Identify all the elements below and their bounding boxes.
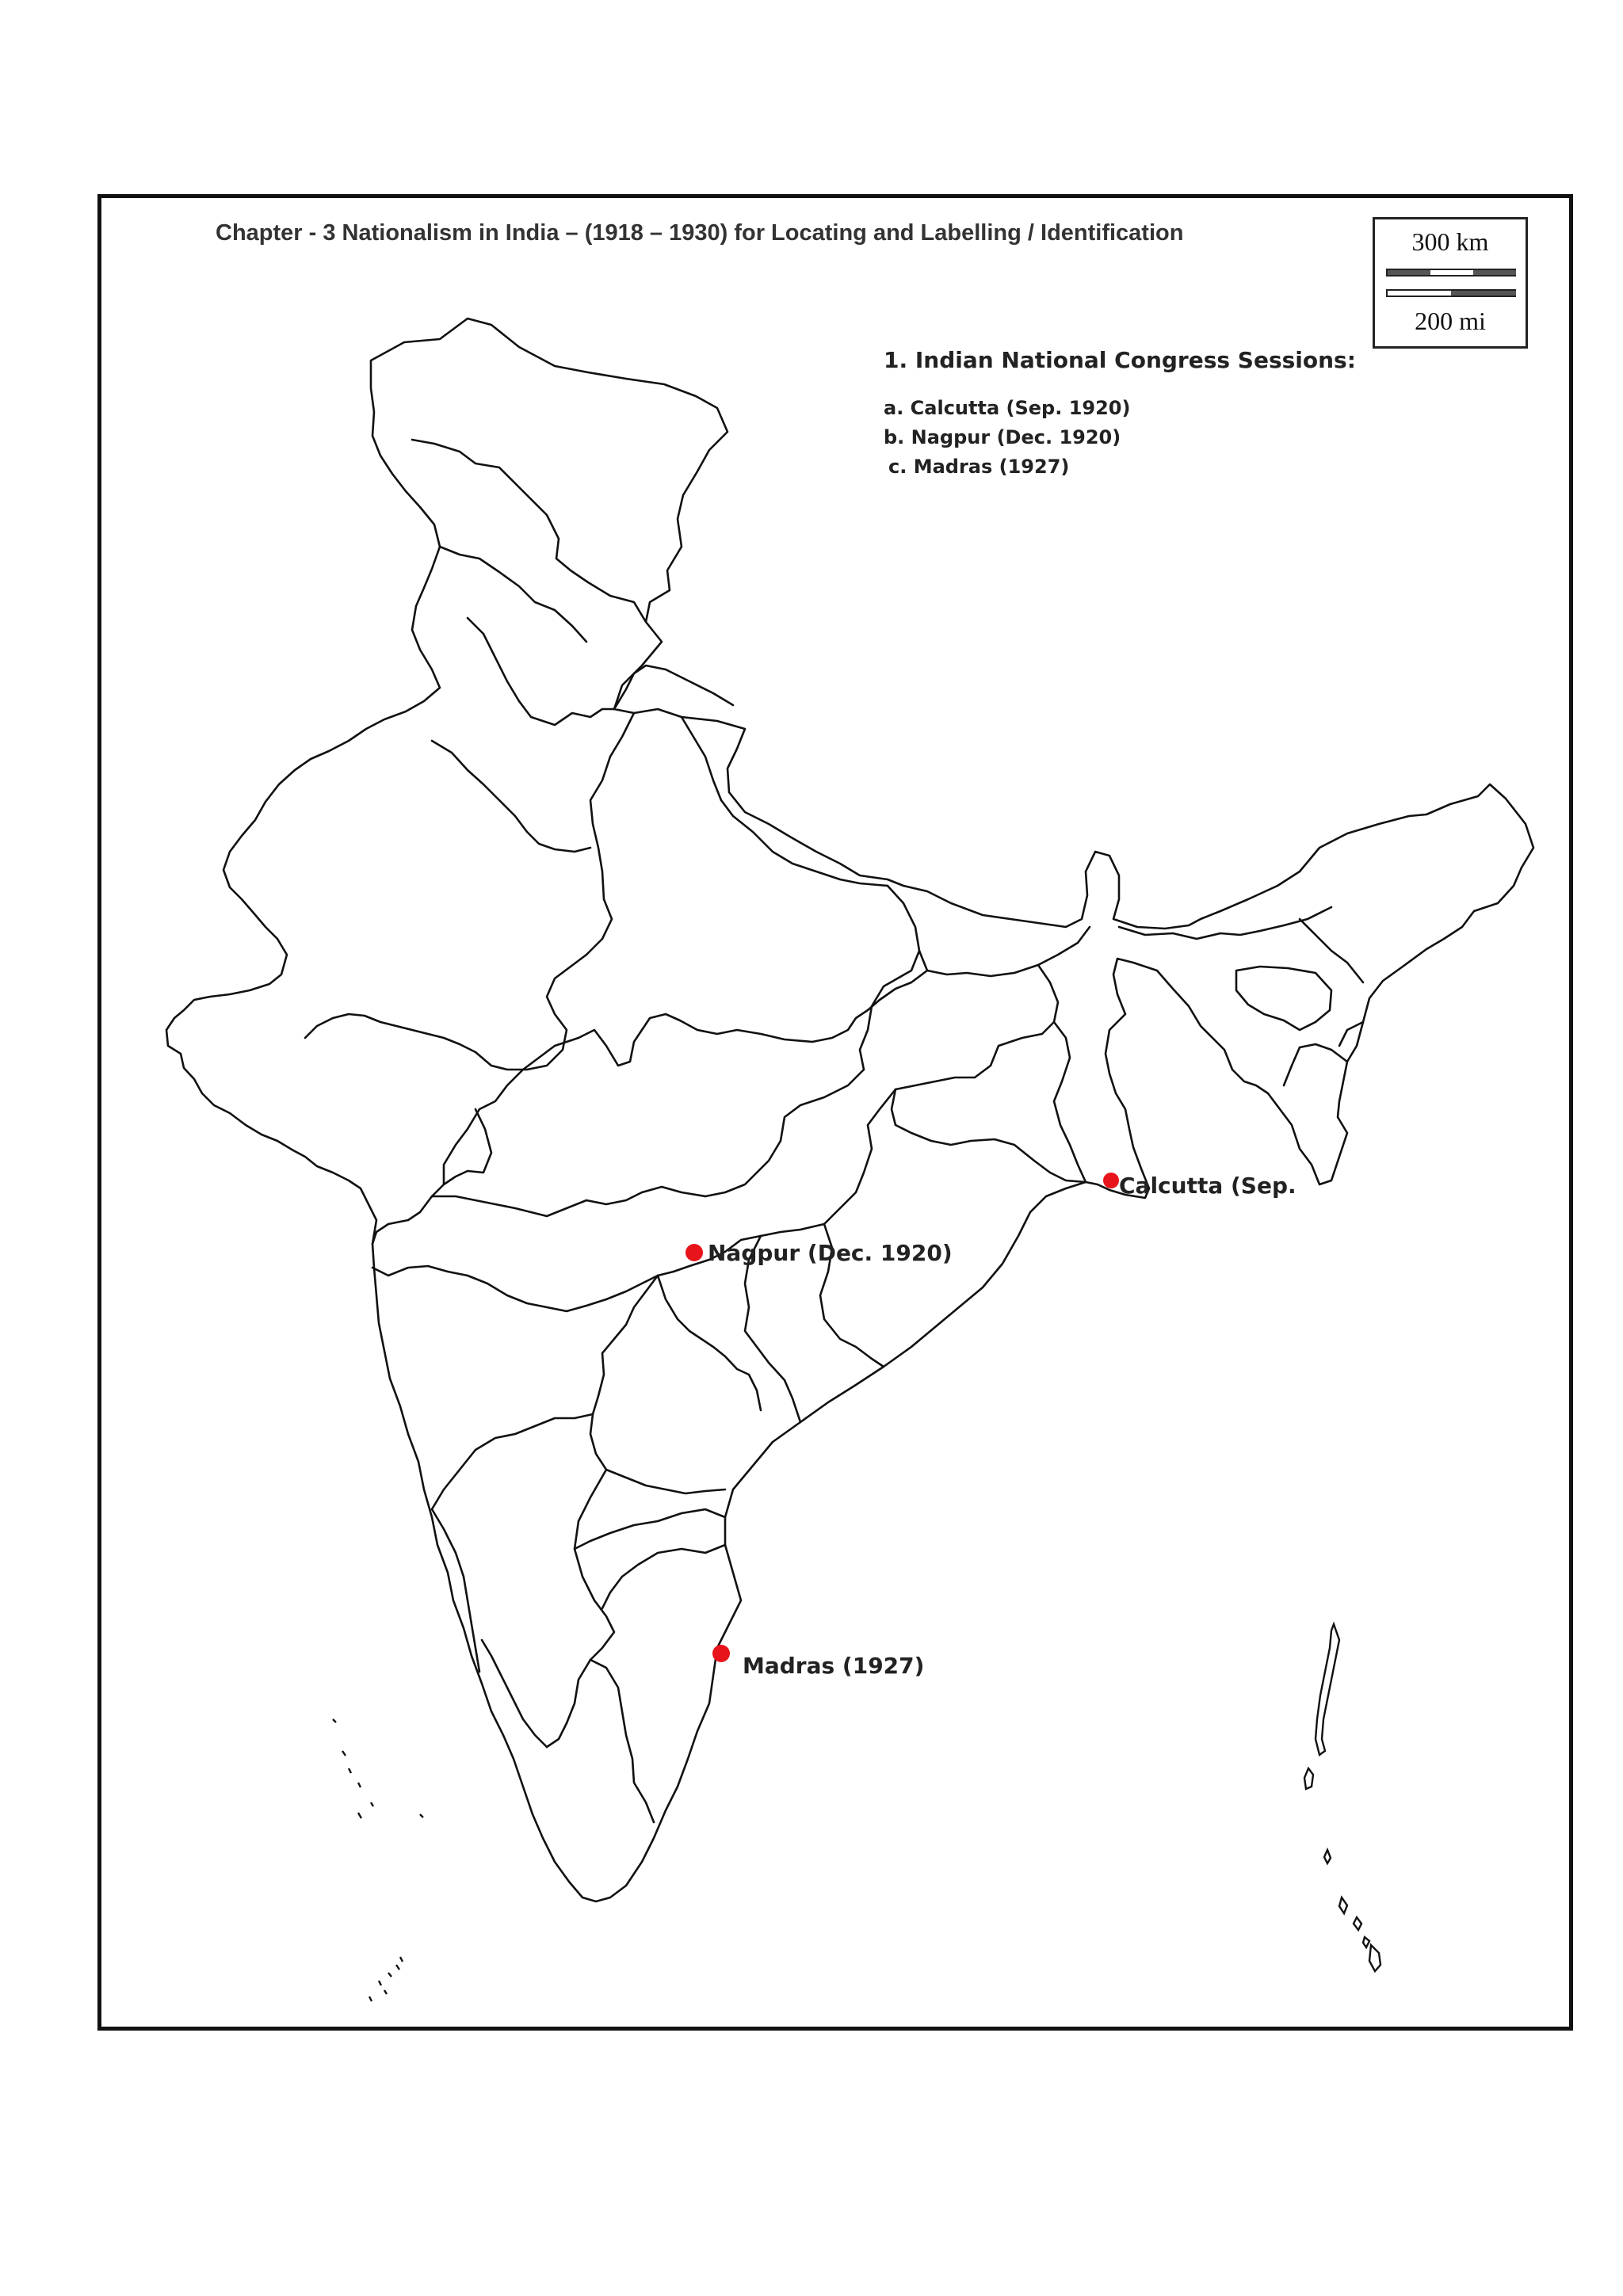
lakshadweep-islands: [333, 1719, 423, 2001]
legend-item-nagpur: b. Nagpur (Dec. 1920): [884, 426, 1121, 448]
scale-km-label: 300 km: [1411, 227, 1489, 256]
calcutta-label: Calcutta (Sep.: [1119, 1173, 1296, 1199]
andaman-islands: [1316, 1624, 1339, 1755]
legend-item-madras: c. Madras (1927): [888, 456, 1070, 478]
madras-marker: [712, 1645, 730, 1662]
legend-heading: 1. Indian National Congress Sessions:: [884, 347, 1356, 373]
madras-label: Madras (1927): [743, 1653, 925, 1679]
island-groups: [333, 1624, 1381, 2001]
northeast-outline: [1236, 967, 1331, 1030]
nagpur-label: Nagpur (Dec. 1920): [708, 1240, 953, 1266]
map-title: Chapter - 3 Nationalism in India – (1918 – 1930) for Locating and Labelling / Identification: [216, 220, 1184, 246]
scale-mi-label: 200 mi: [1415, 307, 1486, 335]
calcutta-marker: [1103, 1173, 1119, 1188]
legend-item-calcutta: a. Calcutta (Sep. 1920): [884, 397, 1131, 419]
nagpur-marker: [685, 1244, 703, 1261]
